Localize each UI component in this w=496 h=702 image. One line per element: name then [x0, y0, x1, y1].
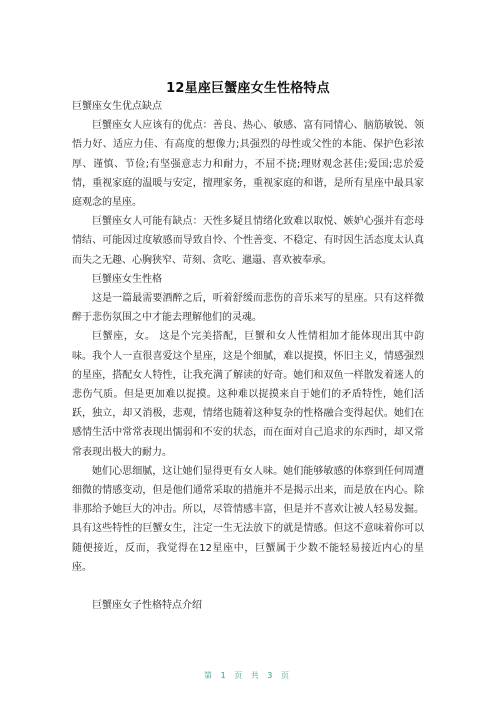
paragraph-personality-heading: 巨蟹座女生性格	[92, 273, 162, 285]
paragraph-traits: 巨蟹座，女。 这是个完美搭配，巨蟹和女人性情相加才能体现出其中韵味。我个人一直很喜爱这个星座，这是个细腻，难以捉摸，怀旧主义，情感强烈的星座，搭配女人特性，让我充满了解读的好奇。她们和双鱼一样散发着迷人的悲伤气质。但是更加难以捉摸。这种难以捉摸来自于她们的矛盾特性，她们活跃，独立，却又消极，悲观，情绪也随着这种复杂的性格融合变得起伏。她们在感情生活中常常表现出懦弱和不安的状态，而在面对自己追求的东西时，却又常常表现出极大的耐力。	[72, 331, 424, 458]
page-number-footer: 第 1 页 共 3 页	[204, 671, 292, 680]
paragraph-strengths: 巨蟹座女人应该有的优点：善良、热心、敏感、富有同情心、脑筋敏锐、领悟力好、适应力佳、有高度的想像力;具强烈的母性或父性的本能、保护色彩浓厚、谨慎、节俭;有坚强意志力和耐力，不屈不挠;理财观念甚佳;爱国;忠於爱情，重视家庭的温暖与安定，擅理家务，重视家庭的和谐，是所有星座中最具家庭观念的星座。	[72, 120, 424, 209]
paragraph-features-heading: 巨蟹座女子性格特点介绍	[92, 600, 202, 612]
paragraph-pros-cons-heading: 巨蟹座女生优点缺点	[72, 101, 162, 112]
paragraph-intro: 这是一篇最需要酒醉之后，听着舒缓而悲伤的音乐来写的星座。只有这样微醉于悲伤氛围之中才能去理解他们的灵魂。	[72, 293, 424, 324]
document-title: 12星座巨蟹座女生性格特点	[166, 81, 330, 96]
paragraph-weaknesses: 巨蟹座女人可能有缺点：天性多疑且情绪化致难以取悦、嫉妒心强并有恋母情结、可能因过度敏感而导致自怜、个性善变、不稳定、有时因生活态度太认真而失之无趣、心胸狭窄、苛刻、贪吃、邋遢、喜欢被奉承。	[72, 216, 424, 266]
document-body	[72, 97, 424, 615]
paragraph-emotions: 她们心思细腻，这让她们显得更有女人味。她们能够敏感的体察到任何周遭细微的情感变动，但是他们通常采取的措施并不是揭示出来，而是放在内心。除非那给予她巨大的冲击。所以，尽管情感丰富，但是并不喜欢让被人轻易发掘。具有这些特性的巨蟹女生，注定一生无法放下的就是情感。但这不意味着你可以随便接近，反而，我觉得在12星座中，巨蟹属于少数不能轻易接近内心的星座。	[72, 465, 424, 573]
